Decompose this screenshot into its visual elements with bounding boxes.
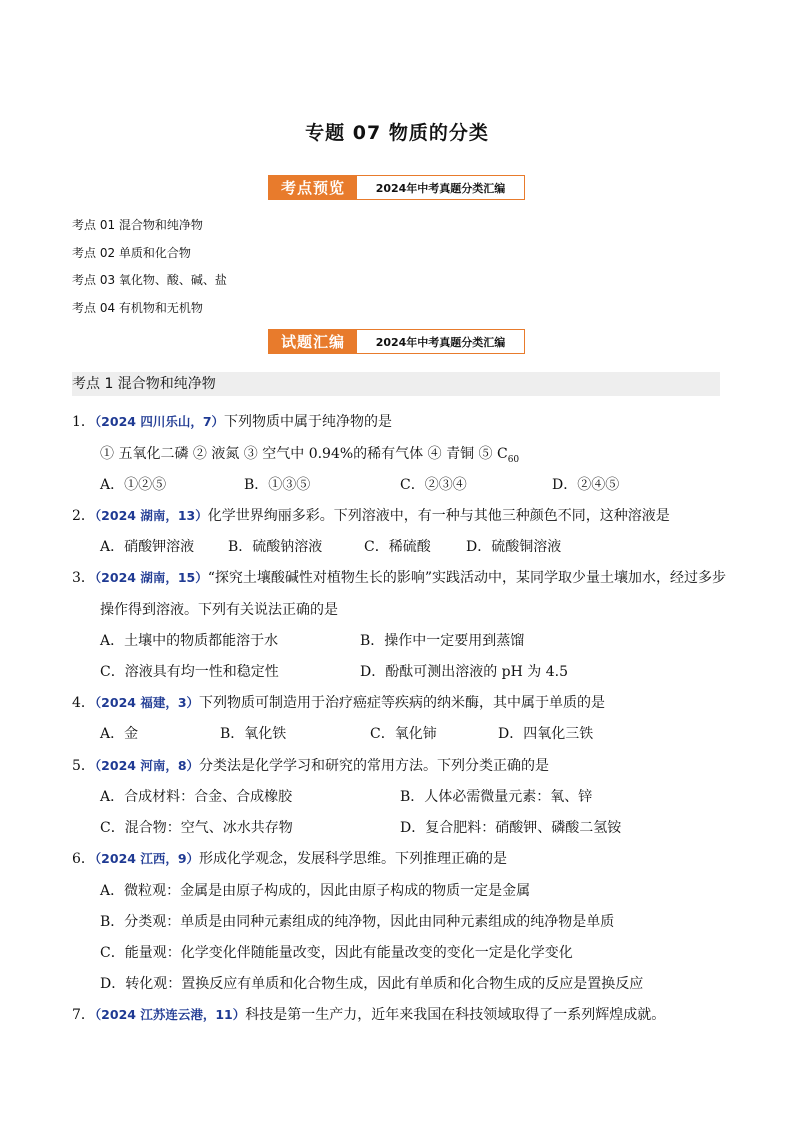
question-number: 7． xyxy=(72,1007,95,1023)
question-source: （2024 江西，9） xyxy=(94,851,200,866)
option-d: D．转化观：置换反应有单质和化合物生成，因此有单质和化合物生成的反应是置换反应 xyxy=(100,976,644,992)
question-stem: 下列物质可制造用于治疗癌症等疾病的纳米酶，其中属于单质的是 xyxy=(199,695,606,711)
option-d: D．硫酸铜溶液 xyxy=(466,539,562,555)
topic-item: 考点 01 混合物和纯净物 xyxy=(72,218,203,232)
banner-collection xyxy=(268,329,525,354)
option-d: D．复合肥料：硝酸钾、磷酸二氢铵 xyxy=(400,820,622,836)
option-d: D．酚酞可测出溶液的 pH 为 4.5 xyxy=(360,664,569,680)
question-stem: 化学世界绚丽多彩。下列溶液中，有一种与其他三种颜色不同，这种溶液是 xyxy=(207,508,670,524)
option-b: B．人体必需微量元素：氧、锌 xyxy=(400,789,593,805)
question-number: 1． xyxy=(72,414,95,430)
question-source: （2024 福建，3） xyxy=(94,695,200,710)
option-a: A．微粒观：金属是由原子构成的，因此由原子构成的物质一定是金属 xyxy=(100,883,531,899)
banner-preview xyxy=(268,175,525,200)
question-3 xyxy=(72,567,726,587)
option-a: A．金 xyxy=(100,726,139,742)
banner-tag: 试题汇编 xyxy=(269,330,357,353)
option-b: B．操作中一定要用到蒸馏 xyxy=(360,633,525,649)
question-source: （2024 河南，8） xyxy=(94,758,200,773)
option-b: B．氧化铁 xyxy=(220,726,287,742)
subscript: 60 xyxy=(507,454,520,465)
question-stem: “探究土壤酸碱性对植物生长的影响”实践活动中，某同学取少量土壤加水，经过多步 xyxy=(207,570,727,586)
question-stem: 下列物质中属于纯净物的是 xyxy=(224,414,393,430)
question-6 xyxy=(72,848,507,868)
option-c: C．溶液具有均一性和稳定性 xyxy=(100,664,279,680)
option-a: A．硝酸钾溶液 xyxy=(100,539,195,555)
option-b: B．①③⑤ xyxy=(244,477,311,493)
option-a: A．合成材料：合金、合成橡胶 xyxy=(100,789,293,805)
option-c: C．稀硫酸 xyxy=(364,539,431,555)
question-source: （2024 湖南，15） xyxy=(94,570,208,585)
question-number: 5． xyxy=(72,758,95,774)
option-b: B．分类观：单质是由同种元素组成的纯净物，因此由同种元素组成的纯净物是单质 xyxy=(100,914,615,930)
section-heading: 考点 1 混合物和纯净物 xyxy=(72,372,720,396)
banner-subtitle: 2024年中考真题分类汇编 xyxy=(375,335,506,349)
topic-list xyxy=(72,216,227,326)
question-number: 4． xyxy=(72,695,95,711)
banner-subtitle: 2024年中考真题分类汇编 xyxy=(375,181,506,195)
banner-tag: 考点预览 xyxy=(269,176,357,199)
question-number: 2． xyxy=(72,508,95,524)
option-c: C．能量观：化学变化伴随能量改变，因此有能量改变的变化一定是化学变化 xyxy=(100,945,573,961)
option-c: C．混合物：空气、冰水共存物 xyxy=(100,820,293,836)
option-c: C．氧化铈 xyxy=(370,726,437,742)
question-5 xyxy=(72,755,549,775)
topic-item: 考点 03 氧化物、酸、碱、盐 xyxy=(72,273,227,287)
question-number: 6． xyxy=(72,851,95,867)
question-source: （2024 江苏连云港，11） xyxy=(94,1007,246,1022)
topic-item: 考点 02 单质和化合物 xyxy=(72,245,191,260)
option-d: D．四氧化三铁 xyxy=(498,726,594,742)
question-3-stem-cont: 操作得到溶液。下列有关说法正确的是 xyxy=(100,602,338,618)
question-1 xyxy=(72,411,392,431)
topic-item: 考点 04 有机物和无机物 xyxy=(72,300,203,315)
option-d: D．②④⑤ xyxy=(552,477,620,493)
question-stem: 科技是第一生产力，近年来我国在科技领域取得了一系列辉煌成就。 xyxy=(245,1007,666,1023)
option-c: C．②③④ xyxy=(400,477,467,493)
question-source: （2024 四川乐山，7） xyxy=(94,414,225,429)
option-a: A．①②⑤ xyxy=(100,477,167,493)
question-stem: 形成化学观念，发展科学思维。下列推理正确的是 xyxy=(199,851,508,867)
question-4 xyxy=(72,692,605,712)
question-number: 3． xyxy=(72,570,95,586)
item-list: ① 五氧化二磷 ② 液氮 ③ 空气中 0.94%的稀有气体 ④ 青铜 ⑤ C xyxy=(100,446,508,462)
page-title: 专题 07 物质的分类 xyxy=(305,122,489,144)
option-b: B．硫酸钠溶液 xyxy=(228,539,323,555)
option-a: A．土壤中的物质都能溶于水 xyxy=(100,633,279,649)
question-stem: 分类法是化学学习和研究的常用方法。下列分类正确的是 xyxy=(199,758,550,774)
question-1-items xyxy=(100,443,519,465)
question-source: （2024 湖南，13） xyxy=(94,508,208,523)
question-2 xyxy=(72,505,670,525)
question-7 xyxy=(72,1004,665,1024)
